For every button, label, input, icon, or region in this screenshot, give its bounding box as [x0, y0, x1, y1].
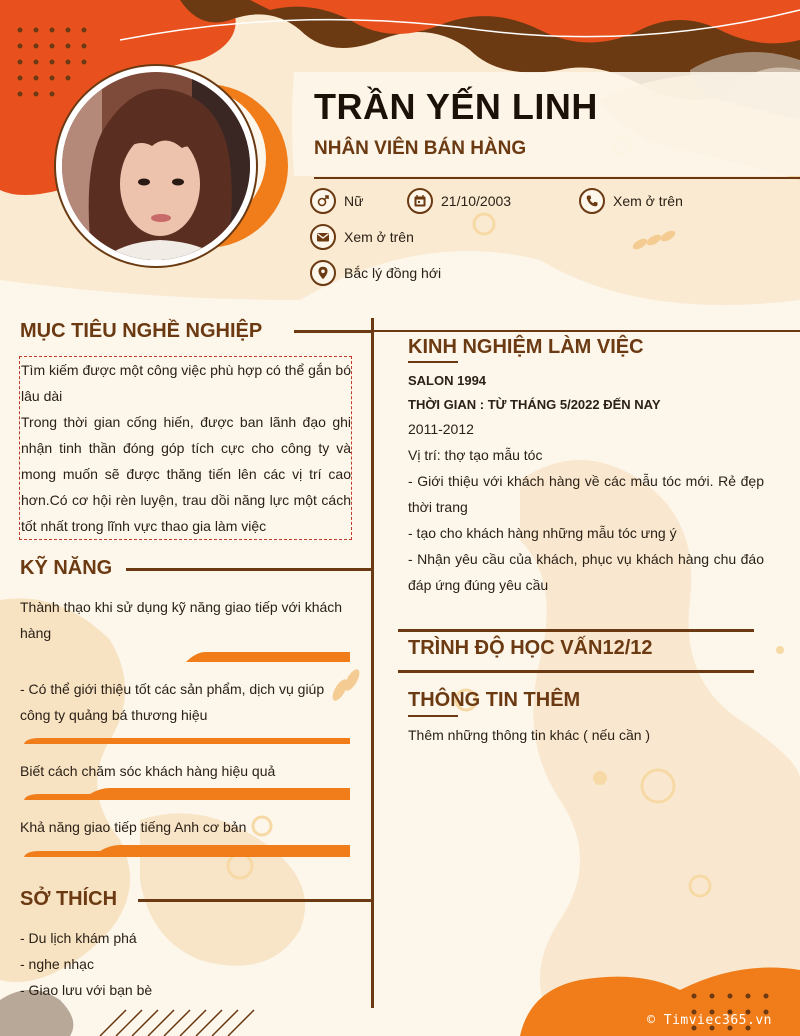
- skill-text: Biết cách chăm sóc khách hàng hiệu quả: [20, 763, 276, 779]
- birthday-value: 21/10/2003: [441, 193, 512, 209]
- hobby-item: - nghe nhạc: [20, 956, 94, 972]
- calendar-icon: [407, 188, 433, 214]
- email-value: Xem ở trên: [344, 229, 414, 245]
- hobbies-heading-line: [138, 899, 372, 902]
- experience-period: THỜI GIAN : TỪ THÁNG 5/2022 ĐẾN NAY: [408, 397, 661, 412]
- gender-info: [310, 188, 363, 214]
- header-divider: [314, 177, 800, 179]
- address-info: [310, 260, 441, 286]
- experience-block: [408, 368, 764, 598]
- phone-info: [579, 188, 683, 214]
- extra-info-underline: [408, 715, 458, 717]
- profile-photo: [62, 72, 250, 260]
- email-icon: [310, 224, 336, 250]
- experience-duty: - tạo cho khách hàng những mẫu tóc ưng ý: [408, 525, 677, 541]
- skill-bar-graphic: [20, 730, 350, 746]
- skill-item: [20, 758, 350, 784]
- objective-box: [19, 356, 352, 540]
- email-info: [310, 224, 414, 250]
- hobby-item: - Du lịch khám phá: [20, 930, 137, 946]
- hobby-item: - Giao lưu với bạn bè: [20, 982, 153, 998]
- experience-heading: KINH NGHIỆM LÀM VIỆC: [408, 336, 644, 358]
- skill-text: Khả năng giao tiếp tiếng Anh cơ bản: [20, 819, 247, 835]
- column-divider: [371, 318, 374, 1008]
- avatar: [56, 66, 256, 266]
- experience-years: 2011-2012: [408, 421, 474, 437]
- skill-text: - Có thể giới thiệu tốt các sản phẩm, dịch vụ giúp công ty quảng bá thương hiệu: [20, 681, 325, 723]
- watermark: © Timviec365.vn: [647, 1013, 772, 1028]
- hobbies-heading: SỞ THÍCH: [20, 888, 118, 910]
- experience-position: Vị trí: thợ tạo mẫu tóc: [408, 447, 543, 463]
- skill-bar-graphic: [20, 648, 350, 664]
- objective-line: Tìm kiếm được một công việc phù hợp có thể gắn bó lâu dài: [21, 362, 351, 404]
- gender-icon: [310, 188, 336, 214]
- gender-value: Nữ: [344, 193, 364, 209]
- skills-heading-line: [126, 568, 372, 571]
- education-bottom-line: [398, 670, 754, 673]
- skill-bar: [20, 845, 350, 857]
- experience-duty: - Nhận yêu cầu của khách, phục vụ khách hàng chu đáo đáp ứng đúng yêu cầu: [408, 551, 764, 593]
- skill-item: [20, 814, 350, 840]
- job-title: NHÂN VIÊN BÁN HÀNG: [314, 138, 527, 159]
- education-top-line: [398, 629, 754, 632]
- skill-text: Thành thạo khi sử dụng kỹ năng giao tiếp với khách hàng: [20, 599, 343, 641]
- education-heading: TRÌNH ĐỘ HỌC VẤN12/12: [408, 637, 653, 659]
- skills-heading: KỸ NĂNG: [20, 557, 113, 579]
- address-value: Bắc lý đồng hới: [344, 265, 442, 281]
- objective-line: Trong thời gian cống hiến, được ban lãnh đạo ghi nhận tinh thần đóng góp tích cực cho công ty và mong muốn sẽ được thăng tiến lên các vị trí cao hơn.Có cơ hội rèn luyện, trau dồi năng lực một cách tốt nhất trong lĩnh vực thao gia làm việc: [21, 414, 351, 534]
- objective-heading-line: [294, 330, 372, 333]
- experience-heading-underline: [408, 361, 458, 363]
- experience-duty: - Giới thiệu với khách hàng về các mẫu tóc mới. Rẻ đẹp thời trang: [408, 473, 764, 515]
- location-icon: [310, 260, 336, 286]
- phone-value: Xem ở trên: [613, 193, 683, 209]
- extra-info-heading: THÔNG TIN THÊM: [408, 689, 581, 711]
- phone-icon: [579, 188, 605, 214]
- skill-bar-graphic: [20, 786, 350, 802]
- extra-info-text: Thêm những thông tin khác ( nếu cần ): [408, 727, 651, 743]
- skill-bar: [20, 788, 350, 800]
- candidate-name: TRẦN YẾN LINH: [314, 86, 598, 127]
- skill-item: [20, 676, 350, 728]
- skill-bar: [20, 650, 350, 662]
- objective-heading: MỤC TIÊU NGHỀ NGHIỆP: [20, 320, 263, 342]
- hobbies-list: [20, 925, 350, 1003]
- skill-bar: [20, 732, 350, 744]
- experience-top-line: [372, 330, 800, 332]
- skill-item: [20, 594, 350, 646]
- skill-bar-graphic: [20, 843, 350, 859]
- birthday-info: [407, 188, 511, 214]
- experience-company: SALON 1994: [408, 373, 487, 388]
